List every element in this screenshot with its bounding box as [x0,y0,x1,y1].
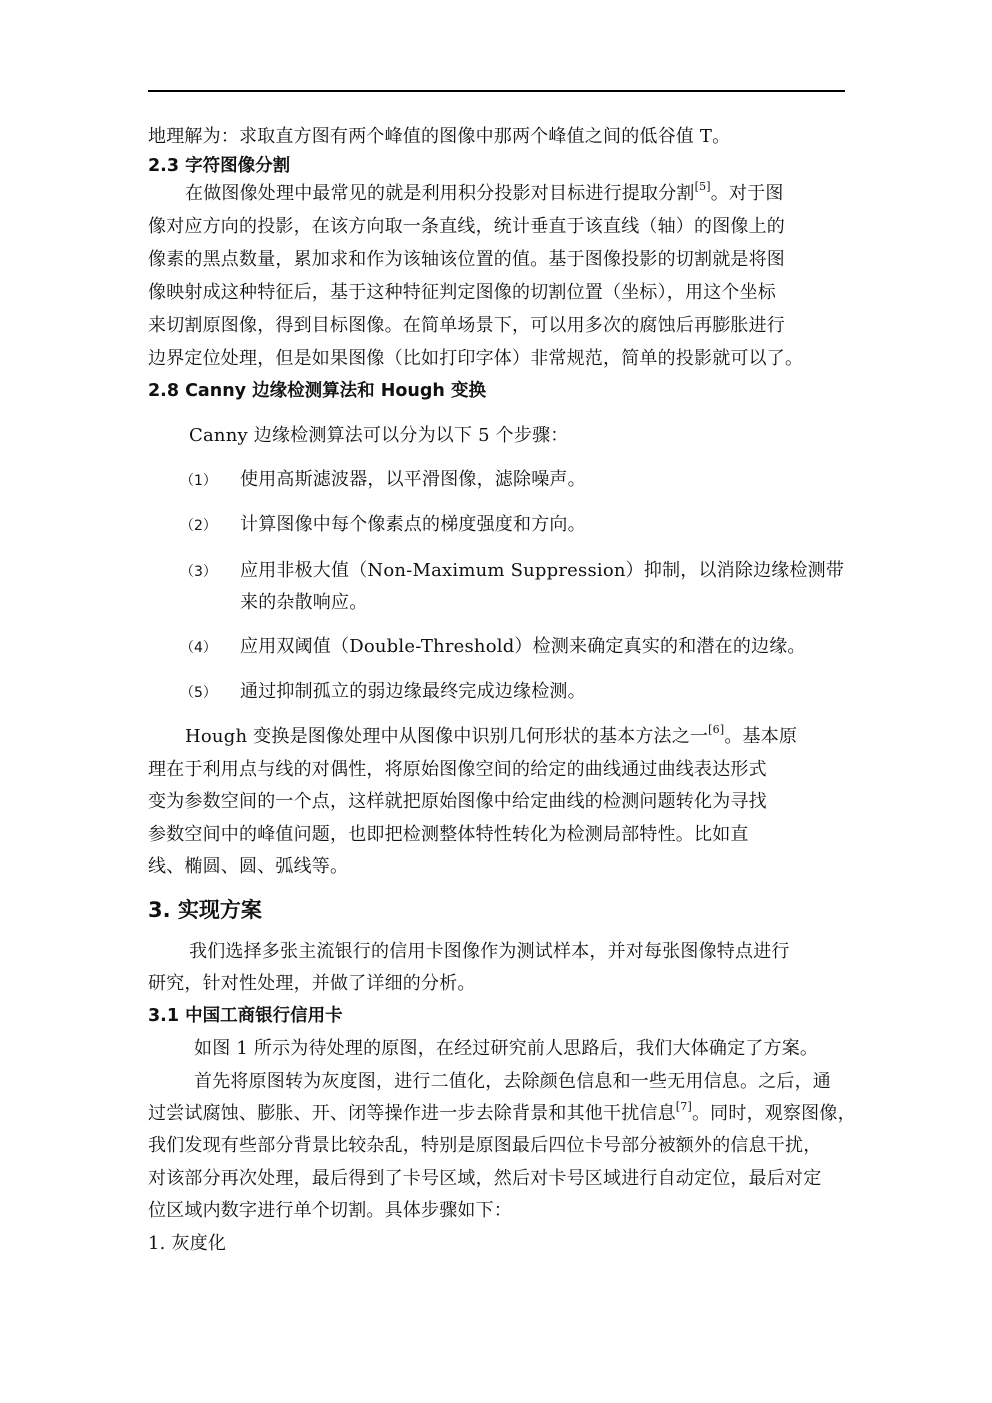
paragraph-line: 像素的黑点数量，累加求和作为该轴该位置的值。基于图像投影的切割就是将图 [148,249,785,270]
paragraph-line [185,180,784,205]
paragraph-line: 位区域内数字进行单个切割。具体步骤如下： [148,1200,512,1221]
step-number: （2） [180,518,217,534]
step-text: 应用双阈值（Double-Threshold）检测来确定真实的和潜在的边缘。 [240,636,806,657]
paragraph-line: Canny 边缘检测算法可以分为以下 5 个步骤： [189,425,569,446]
paragraph-line: 地理解为：求取直方图有两个峰值的图像中那两个峰值之间的低谷值 T。 [148,126,731,147]
step-text: 通过抑制孤立的弱边缘最终完成边缘检测。 [240,681,586,702]
paragraph-line: 来切割原图像，得到目标图像。在简单场景下，可以用多次的腐蚀后再膨胀进行 [148,315,785,336]
step-text-continued: 来的杂散响应。 [240,592,368,613]
text: 。同时，观察图像， [691,1103,856,1124]
section-heading-2-3: 2.3 字符图像分割 [148,156,291,176]
text: 。对于图 [710,183,784,204]
text: Hough 变换是图像处理中从图像中识别几何形状的基本方法之一 [185,726,709,747]
paragraph-line: 我们发现有些部分背景比较杂乱，特别是原图最后四位卡号部分被额外的信息干扰， [148,1135,822,1156]
paragraph-line: 我们选择多张主流银行的信用卡图像作为测试样本，并对每张图像特点进行 [189,941,790,962]
step-number: （5） [180,685,217,701]
text: 。基本原 [724,726,798,747]
step-text: 计算图像中每个像素点的梯度强度和方向。 [240,514,586,535]
list-item-grayscale: 1. 灰度化 [148,1233,227,1254]
section-heading-3: 3. 实现方案 [148,898,262,922]
paragraph-line: 线、椭圆、圆、弧线等。 [148,856,349,877]
paragraph-line: 变为参数空间的一个点，这样就把原始图像中给定曲线的检测问题转化为寻找 [148,791,767,812]
citation-ref[interactable]: [7] [675,1100,692,1113]
paragraph-line [185,723,798,748]
section-heading-3-1: 3.1 中国工商银行信用卡 [148,1006,343,1026]
paragraph-line: 如图 1 所示为待处理的原图，在经过研究前人思路后，我们大体确定了方案。 [194,1038,819,1059]
paragraph-line: 研究，针对性处理，并做了详细的分析。 [148,973,476,994]
paragraph-line: 像映射成这种特征后，基于这种特征判定图像的切割位置（坐标），用这个坐标 [148,282,776,303]
paragraph-line [148,1100,856,1125]
paragraph-line: 边界定位处理，但是如果图像（比如打印字体）非常规范，简单的投影就可以了。 [148,348,804,369]
paragraph-line: 理在于利用点与线的对偶性，将原始图像空间的给定的曲线通过曲线表达形式 [148,759,767,780]
paragraph-line: 首先将原图转为灰度图，进行二值化，去除颜色信息和一些无用信息。之后，通 [194,1071,831,1092]
step-number: （1） [180,473,217,489]
citation-ref[interactable]: [5] [694,180,711,193]
citation-ref[interactable]: [6] [708,723,725,736]
step-text: 使用高斯滤波器，以平滑图像，滤除噪声。 [240,469,586,490]
paragraph-line: 参数空间中的峰值问题，也即把检测整体特性转化为检测局部特性。比如直 [148,824,749,845]
section-heading-2-8: 2.8 Canny 边缘检测算法和 Hough 变换 [148,381,486,401]
text: 在做图像处理中最常见的就是利用积分投影对目标进行提取分割 [185,183,695,204]
header-rule [148,90,845,92]
paragraph-line: 对该部分再次处理，最后得到了卡号区域，然后对卡号区域进行自动定位，最后对定 [148,1168,822,1189]
step-number: （4） [180,640,217,656]
text: 过尝试腐蚀、膨胀、开、闭等操作进一步去除背景和其他干扰信息 [148,1103,676,1124]
step-number: （3） [180,564,217,580]
step-text: 应用非极大值（Non-Maximum Suppression）抑制，以消除边缘检测带 [240,560,845,581]
paragraph-line: 像对应方向的投影，在该方向取一条直线，统计垂直于该直线（轴）的图像上的 [148,216,785,237]
